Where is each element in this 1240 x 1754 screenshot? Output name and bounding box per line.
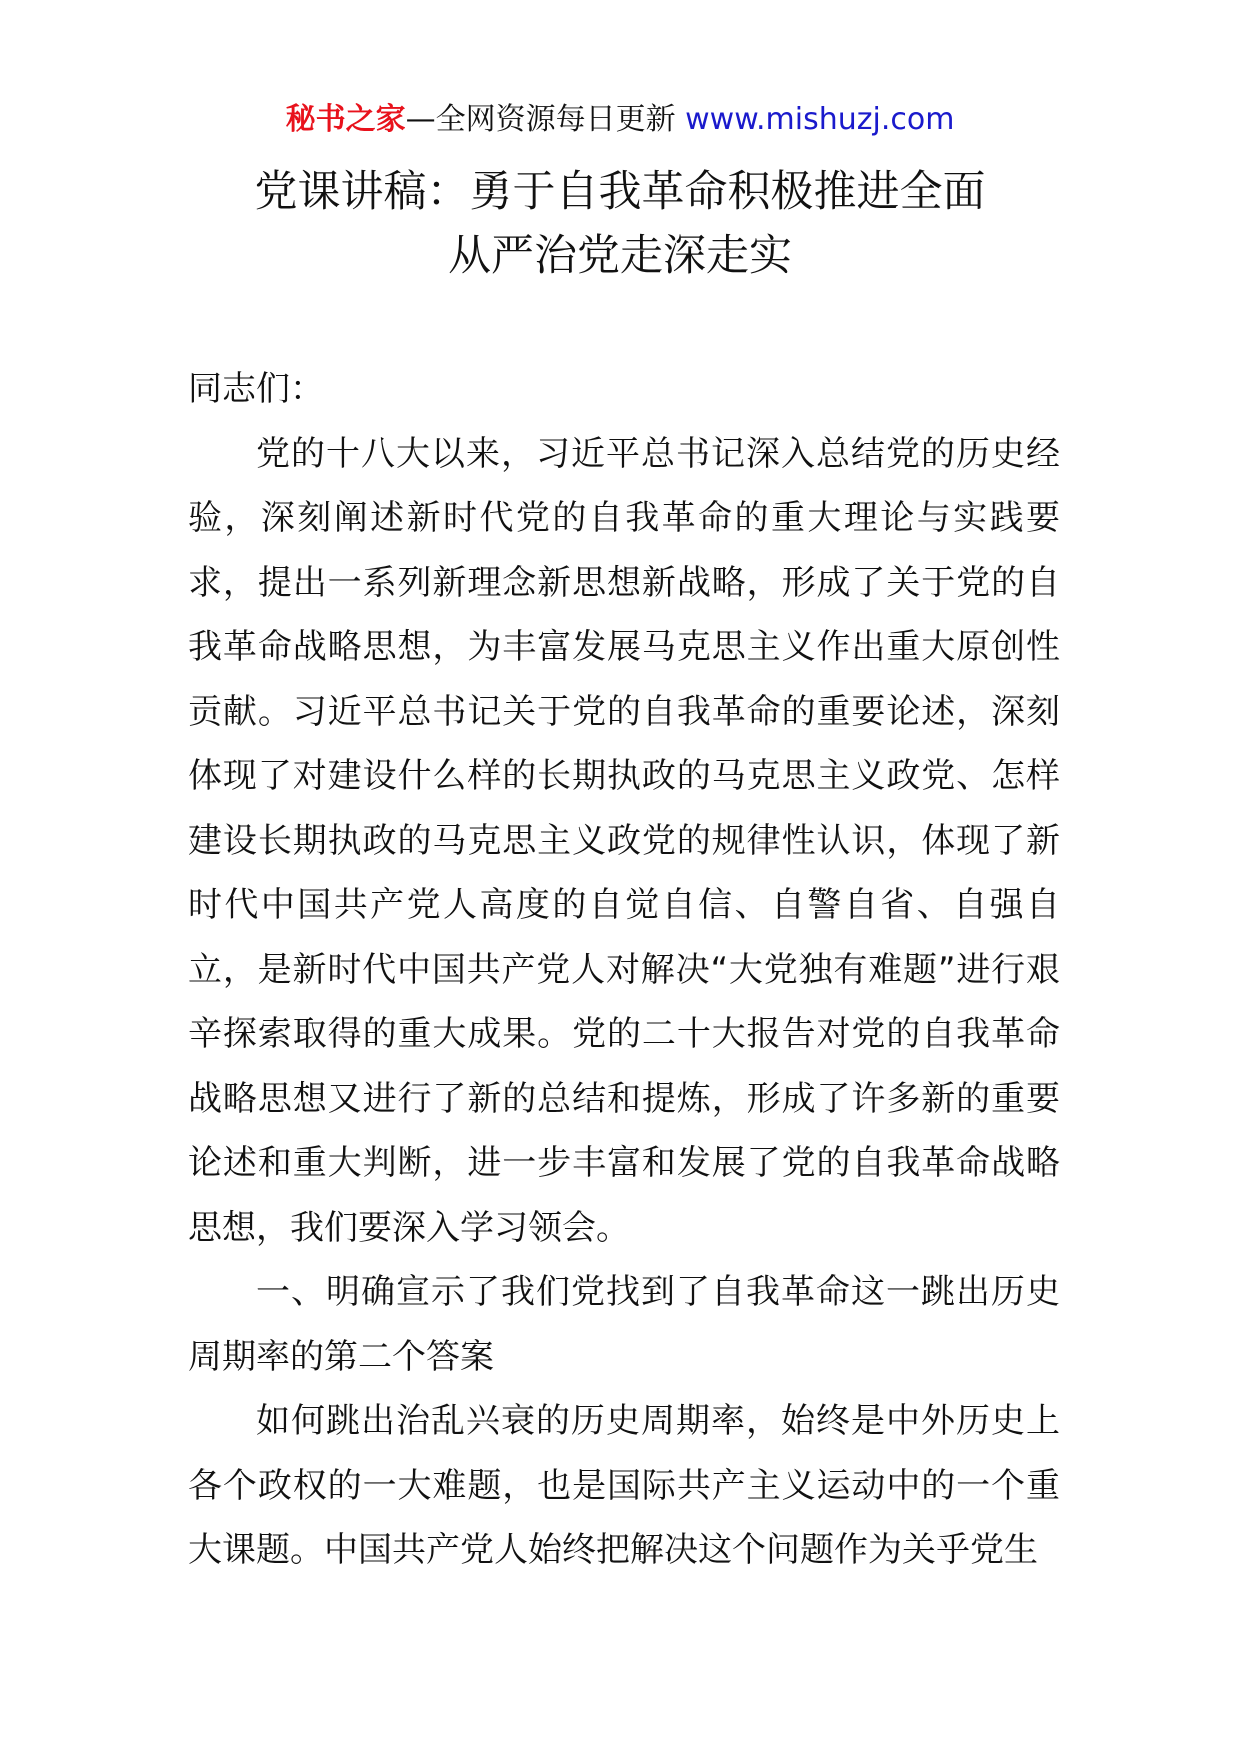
salutation: 同志们： (188, 369, 324, 409)
paragraph-section-1: 如何跳出治乱兴衰的历史周期率，始终是中外历史上各个政权的一大难题，也是国际共产主义运动中的一个重大课题。中国共产党人始终把解决这个问题作为关乎党生 (188, 1401, 1060, 1570)
paragraph-intro: 党的十八大以来，习近平总书记深入总结党的历史经验，深刻阐述新时代党的自我革命的重大理论与实践要求，提出一系列新理念新思想新战略，形成了关于党的自我革命战略思想，为丰富发展马克思主义作出重大原创性贡献。习近平总书记关于党的自我革命的重要论述，深刻体现了对建设什么样的长期执政的马克思主义政党、怎样建设长期执政的马克思主义政党的规律性认识，体现了新时代中国共产党人高度的自觉自信、自警自省、自强自立，是新时代中国共产党人对解决“大党独有难题”进行艰辛探索取得的重大成果。党的二十大报告对党的自我革命战略思想又进行了新的总结和提炼，形成了许多新的重要论述和重大判断，进一步丰富和发展了党的自我革命战略思想，我们要深入学习领会。 (188, 433, 1060, 1248)
title-line-2: 从严治党走深走实 (448, 231, 792, 281)
site-url-link[interactable]: www.mishuzj.com (685, 102, 955, 137)
brand-name: 秘书之家 (285, 102, 406, 137)
document-body (188, 357, 1060, 1583)
section-heading-1: 一、明确宣示了我们党找到了自我革命这一跳出历史周期率的第二个答案 (188, 1272, 1060, 1377)
title-line-1: 党课讲稿：勇于自我革命积极推进全面 (254, 167, 986, 217)
site-header (0, 100, 1240, 140)
document-title (0, 160, 1240, 288)
header-tagline: —全网资源每日更新 (405, 102, 676, 137)
